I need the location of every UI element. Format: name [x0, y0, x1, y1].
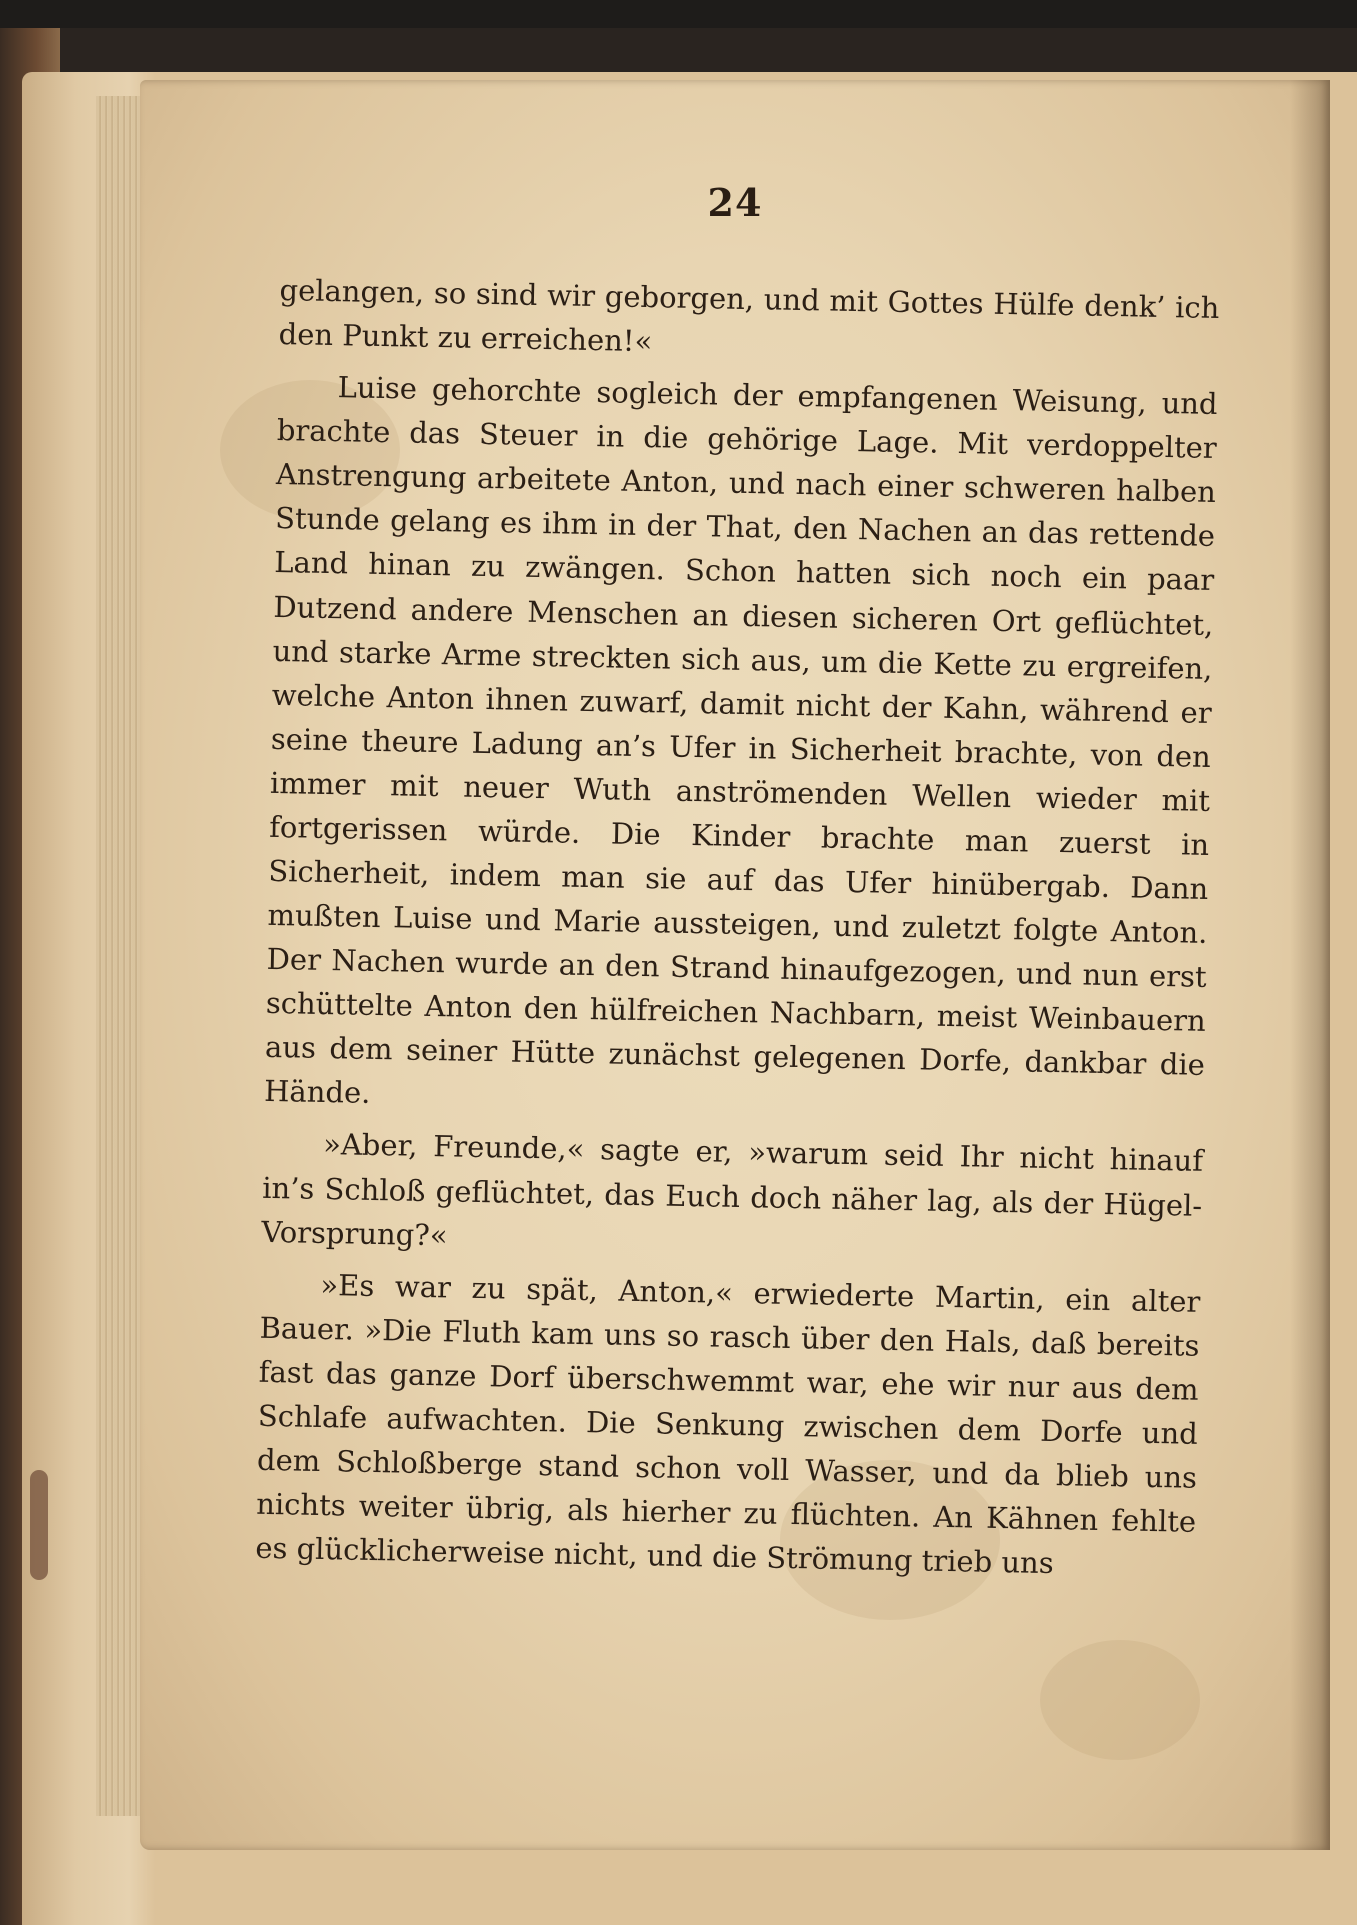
- book-page: [140, 80, 1330, 1850]
- page-text: [255, 268, 1220, 1596]
- page-edges: [96, 96, 144, 1816]
- paragraph: gelangen, so sind wir geborgen, und mit Gottes Hülfe denk’ ich den Punkt zu erreichen!«: [278, 272, 1220, 359]
- paragraph: »Es war zu spät, Anton,« erwiederte Martin, ein alter Bauer. »Die Fluth kam uns so rasch über den Hals, daß bereits fast das ganze Dorf überschwemmt war, ehe wir nur aus dem Schlafe aufwachten. Die Senkung zwischen dem Dorfe und dem Schloßberge stand schon voll Wasser, und da blieb uns nichts weiter übrig, als hierher zu flüchten. An Kähnen fehlte es glücklicherweise nicht, und die Strömung trieb uns: [255, 1267, 1201, 1581]
- paragraph: Luise gehorchte sogleich der empfangenen Weisung, und brachte das Steuer in die gehörige Lage. Mit verdoppelter Anstrengung arbeitete Anton, und nach einer schweren halben Stunde gelang es ihm in der That, den Nachen an das rettende Land hinan zu zwängen. Schon hatten sich noch ein paar Dutzend andere Menschen an diesen sicheren Ort geflüchtet, und starke Arme streckten sich aus, um die Kette zu ergreifen, welche Anton ihnen zuwarf, damit nicht der Kahn, während er seine theure Ladung an’s Ufer in Sicherheit brachte, von den immer mit neuer Wuth anströmenden Wellen wieder mit fortgerissen würde. Die Kinder brachte man zuerst in Sicherheit, indem man sie auf das Ufer hinübergab. Dann mußten Luise und Marie aussteigen, und zuletzt folgte Anton. Der Nachen wurde an den Strand hinaufgezogen, und nun erst schüttelte Anton den hülfreichen Nachbarn, meist Weinbauern aus dem seiner Hütte zunächst gelegenen Dorfe, dankbar die Hände.: [263, 370, 1218, 1111]
- paragraph: »Aber, Freunde,« sagte er, »warum seid Ihr nicht hinauf in’s Schloß geflüchtet, das Euch doch näher lag, als der Hügel-Vorsprung?«: [261, 1127, 1204, 1253]
- cover-stain: [30, 1470, 48, 1580]
- gutter-shadow: [1290, 80, 1330, 1850]
- page-number: 24: [707, 180, 763, 225]
- paper-stain: [1040, 1640, 1200, 1760]
